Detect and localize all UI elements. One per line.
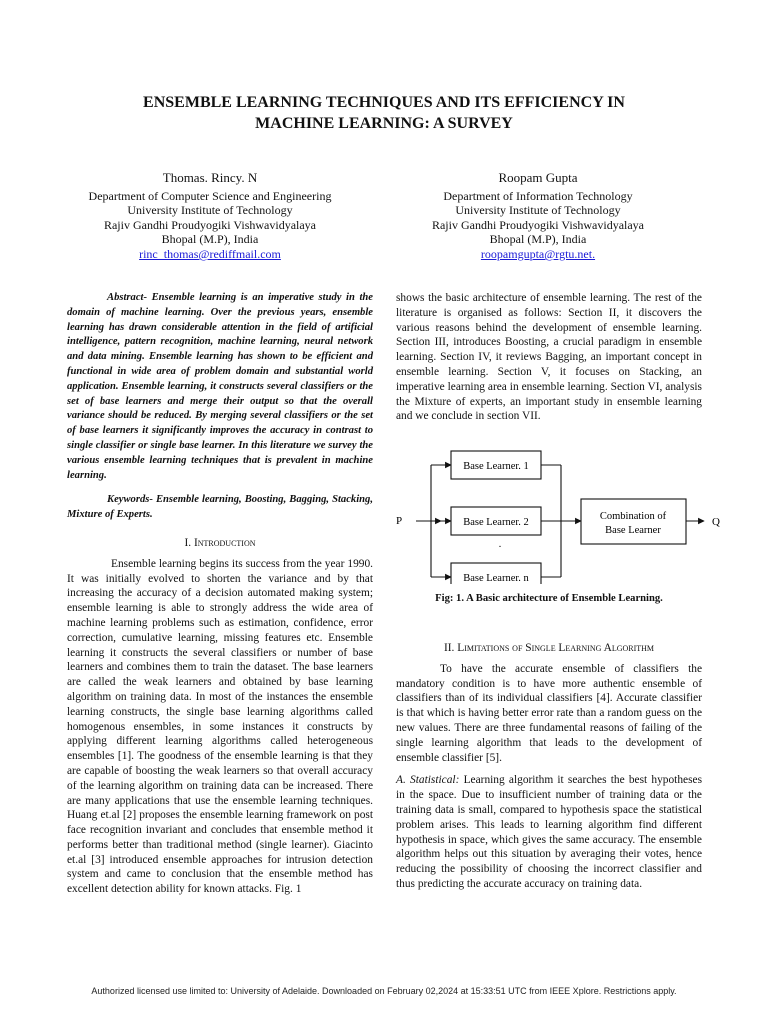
statistical-label: A. Statistical: [396, 774, 460, 787]
learner-ellipsis: . [498, 539, 502, 551]
figure-caption: Fig: 1. A Basic architecture of Ensemble Learning. [435, 593, 663, 605]
base-learner-2-label: Base Learner. 2 [463, 517, 529, 529]
author-city: Bhopal (M.P), India [161, 232, 259, 247]
author-department: Department of Information Technology [443, 188, 633, 203]
architecture-figure [386, 444, 736, 584]
author-institute: University Institute of Technology [127, 203, 293, 218]
license-footer: Authorized licensed use limited to: University of Adelaide. Downloaded on February 02,2024 at 15:33:51 UTC from IEEE Xplore. Restrictions apply. [91, 986, 677, 996]
base-learner-n-label: Base Learner. n [463, 573, 529, 585]
input-label-p: P [396, 515, 403, 528]
combiner-label-line-2: Base Learner [605, 525, 661, 537]
limitations-paragraph: To have the accurate ensemble of classifiers the mandatory condition is to have more authentic ensemble of classifiers than of its individual classifiers [4]. Accurate classifier is that which is having better error rate than a random guess on the new values. There are three fundamental reasons of failing of the single learning algorithm that leads to the development of ensemble classifier [5]. [396, 662, 702, 764]
author-city: Bhopal (M.P), India [489, 232, 587, 247]
right-column [396, 291, 720, 892]
title-line-1: ENSEMBLE LEARNING TECHNIQUES AND ITS EFFICIENCY IN [143, 94, 625, 111]
title-line-2: MACHINE LEARNING: A SURVEY [255, 115, 513, 132]
author-name: Roopam Gupta [498, 170, 578, 185]
author-block-2 [388, 171, 688, 262]
abstract: Abstract- Ensemble learning is an imperative study in the domain of machine learning. Over the previous years, ensemble learning has drawn considerable attention in the field of artificial intelligence, pattern recognition, machine learning, neural network and data mining. Ensemble learning has shown to be efficient and functional in wide area of problem domain and substantial world application. Ensemble learning, it constructs several classifiers or the set of base learners and merge their output so that the overall variance should be reduced. By merging several classifiers or the set of base learners it significantly improves the accuracy in contrast to single classifier or single base learner. In this literature we survey the various ensemble learning techniques that is prevalent in machine learning. [67, 292, 373, 481]
statistical-paragraph [396, 773, 702, 891]
left-column [67, 291, 373, 897]
author-email-link[interactable]: rinc_thomas@rediffmail.com [139, 246, 281, 261]
combiner-label-line-1: Combination of [599, 511, 667, 523]
keywords: Keywords- Ensemble learning, Boosting, Bagging, Stacking, Mixture of Experts. [67, 494, 373, 521]
architecture-diagram [386, 444, 736, 584]
output-label-q: Q [712, 516, 720, 529]
author-name: Thomas. Rincy. N [162, 170, 258, 185]
author-block-1 [60, 171, 360, 262]
author-institute: University Institute of Technology [455, 203, 621, 218]
introduction-continuation: shows the basic architecture of ensemble learning. The rest of the literature is organised as follows: Section II, it discovers the various reasons behind the development of ensemble learning. Section III, introduces Boosting, a crucial paradigm in ensemble learning. Section IV, it reviews Bagging, an important concept in ensemble learning. Section V, it focuses on Stacking, an imperative learning area in ensemble learning. Section VI, analysis the Mixture of experts, an important study in ensemble learning and we conclude in section VII. [396, 292, 702, 423]
author-university: Rajiv Gandhi Proudyogiki Vishwavidyalaya [103, 217, 317, 232]
author-email-link[interactable]: roopamgupta@rgtu.net. [480, 246, 596, 261]
introduction-paragraph: Ensemble learning begins its success from the year 1990. It was initially evolved to shorten the variance and by that increasing the accuracy of a decision automated making system; ensemble learning is able to strongly address the wide area of machine learning problems such as estimation, confidence, error correction, cumulative learning, missing features etc. Ensemble learning it constructs the several classifiers or number of base learners and combines them to train the dataset. The base learners are called the weak learners and obtained by base learning algorithm on training data. In most of the instances the ensemble learning constructs, the single base learning algorithms called homogenous ensembles, in some instances it constructs by applying different learning algorithms called heterogeneous ensembles [1]. The goodness of the ensemble learning is that they are capable of boosting the weak learners so that overall accuracy of the learning algorithm on training data can be increased. There are many applications that use the ensemble learning techniques. Huang et.al [2] proposes the ensemble learning framework on post face recognition invariant and concludes that ensemble method it performs better than traditional method (single learner). Giacinto et.al [3] introduced ensemble approaches for intrusion detection system and came to conclusion that the ensemble method has excellent detection ability for known attacks. Fig. 1 [67, 557, 373, 896]
section-heading-limitations: II. Limitations of Single Learning Algorithm [443, 641, 655, 654]
base-learner-1-label: Base Learner. 1 [463, 461, 529, 473]
statistical-text: Learning algorithm it searches the best hypotheses in the space. Due to insufficient number of training data or the training data is small, compared to hypothesis space the statistical problem arises. This leads to learning algorithm find different hypothesis in space, which gives the same accuracy. The ensemble algorithm helps out this situation by averaging their votes, hence reducing the possibility of choosing the incorrect classifier and thus predicting the accurate accuracy on training data. [396, 774, 703, 890]
author-department: Department of Computer Science and Engineering [88, 188, 332, 203]
section-heading-introduction: I. Introduction [184, 536, 256, 549]
paper-title [60, 92, 708, 134]
author-university: Rajiv Gandhi Proudyogiki Vishwavidyalaya [431, 217, 645, 232]
